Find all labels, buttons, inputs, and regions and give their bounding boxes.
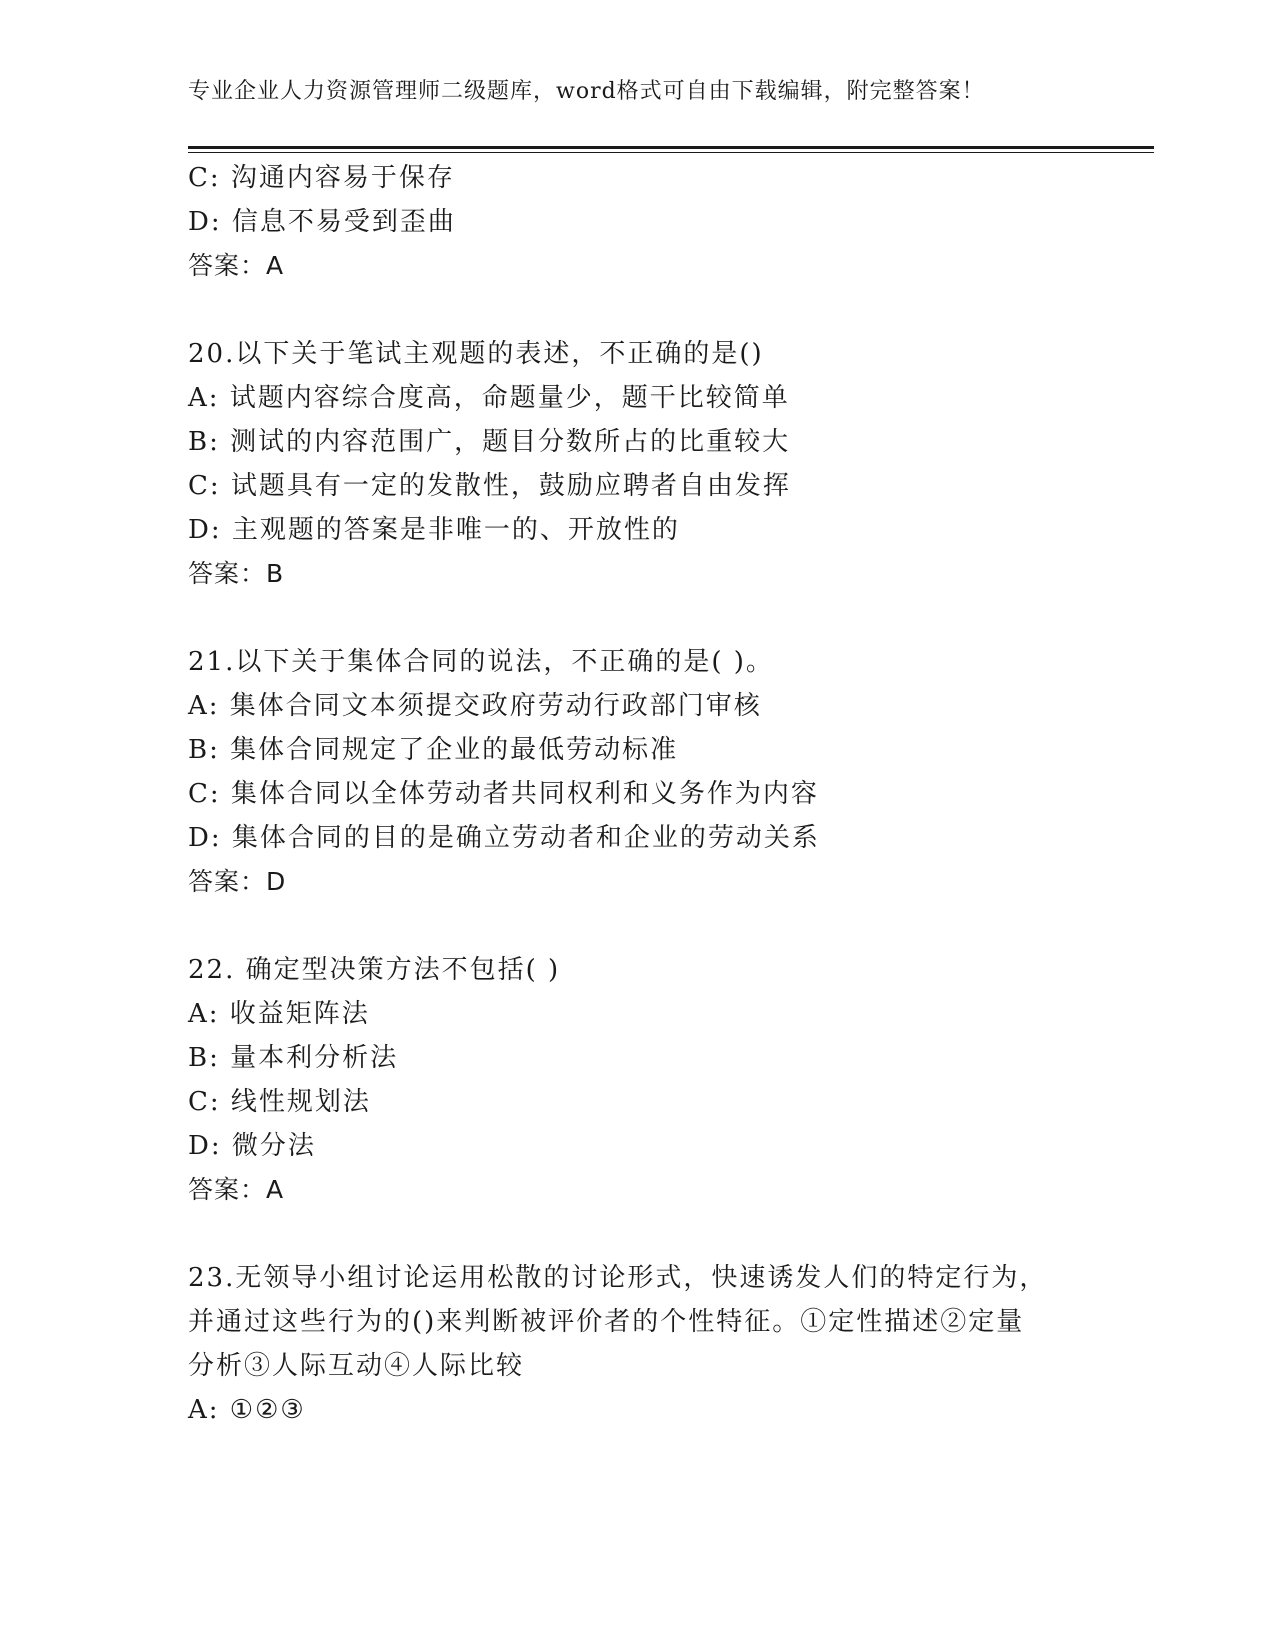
q21-question: 21.以下关于集体合同的说法，不正确的是( )。 — [188, 647, 774, 677]
header-divider-thick — [188, 146, 1154, 149]
q20-option-a: A: 试题内容综合度高，命题量少，题干比较简单 — [188, 383, 790, 413]
q22-option-a: A: 收益矩阵法 — [188, 999, 370, 1029]
header-divider-thin — [188, 152, 1154, 153]
q23-question-line-1: 23.无领导小组讨论运用松散的讨论形式，快速诱发人们的特定行为， — [188, 1263, 1048, 1293]
q22-option-d: D: 微分法 — [188, 1131, 316, 1161]
q21-option-c: C: 集体合同以全体劳动者共同权利和义务作为内容 — [188, 779, 819, 809]
q20-question: 20.以下关于笔试主观题的表述，不正确的是() — [188, 339, 764, 369]
q19-answer: 答案：A — [188, 251, 285, 280]
q19-option-d: D: 信息不易受到歪曲 — [188, 207, 456, 237]
page-header: 专业企业人力资源管理师二级题库，word格式可自由下载编辑，附完整答案！ — [188, 79, 985, 104]
q20-option-b: B: 测试的内容范围广，题目分数所占的比重较大 — [188, 427, 791, 457]
q21-answer: 答案：D — [188, 867, 287, 896]
q23-question-line-2: 并通过这些行为的()来判断被评价者的个性特征。①定性描述②定量 — [188, 1307, 1025, 1337]
q20-option-c: C: 试题具有一定的发散性，鼓励应聘者自由发挥 — [188, 471, 791, 501]
q19-option-c: C: 沟通内容易于保存 — [188, 163, 455, 193]
q21-option-d: D: 集体合同的目的是确立劳动者和企业的劳动关系 — [188, 823, 820, 853]
q23-question-line-3: 分析③人际互动④人际比较 — [188, 1351, 525, 1381]
q21-option-b: B: 集体合同规定了企业的最低劳动标准 — [188, 735, 679, 765]
q21-option-a: A: 集体合同文本须提交政府劳动行政部门审核 — [188, 691, 762, 721]
q22-option-b: B: 量本利分析法 — [188, 1043, 399, 1073]
q20-option-d: D: 主观题的答案是非唯一的、开放性的 — [188, 515, 680, 545]
q23-option-a: A: ①②③ — [188, 1395, 306, 1425]
q22-answer: 答案：A — [188, 1175, 285, 1204]
q22-question: 22. 确定型决策方法不包括( ) — [188, 955, 561, 985]
q22-option-c: C: 线性规划法 — [188, 1087, 371, 1117]
q20-answer: 答案：B — [188, 559, 285, 588]
